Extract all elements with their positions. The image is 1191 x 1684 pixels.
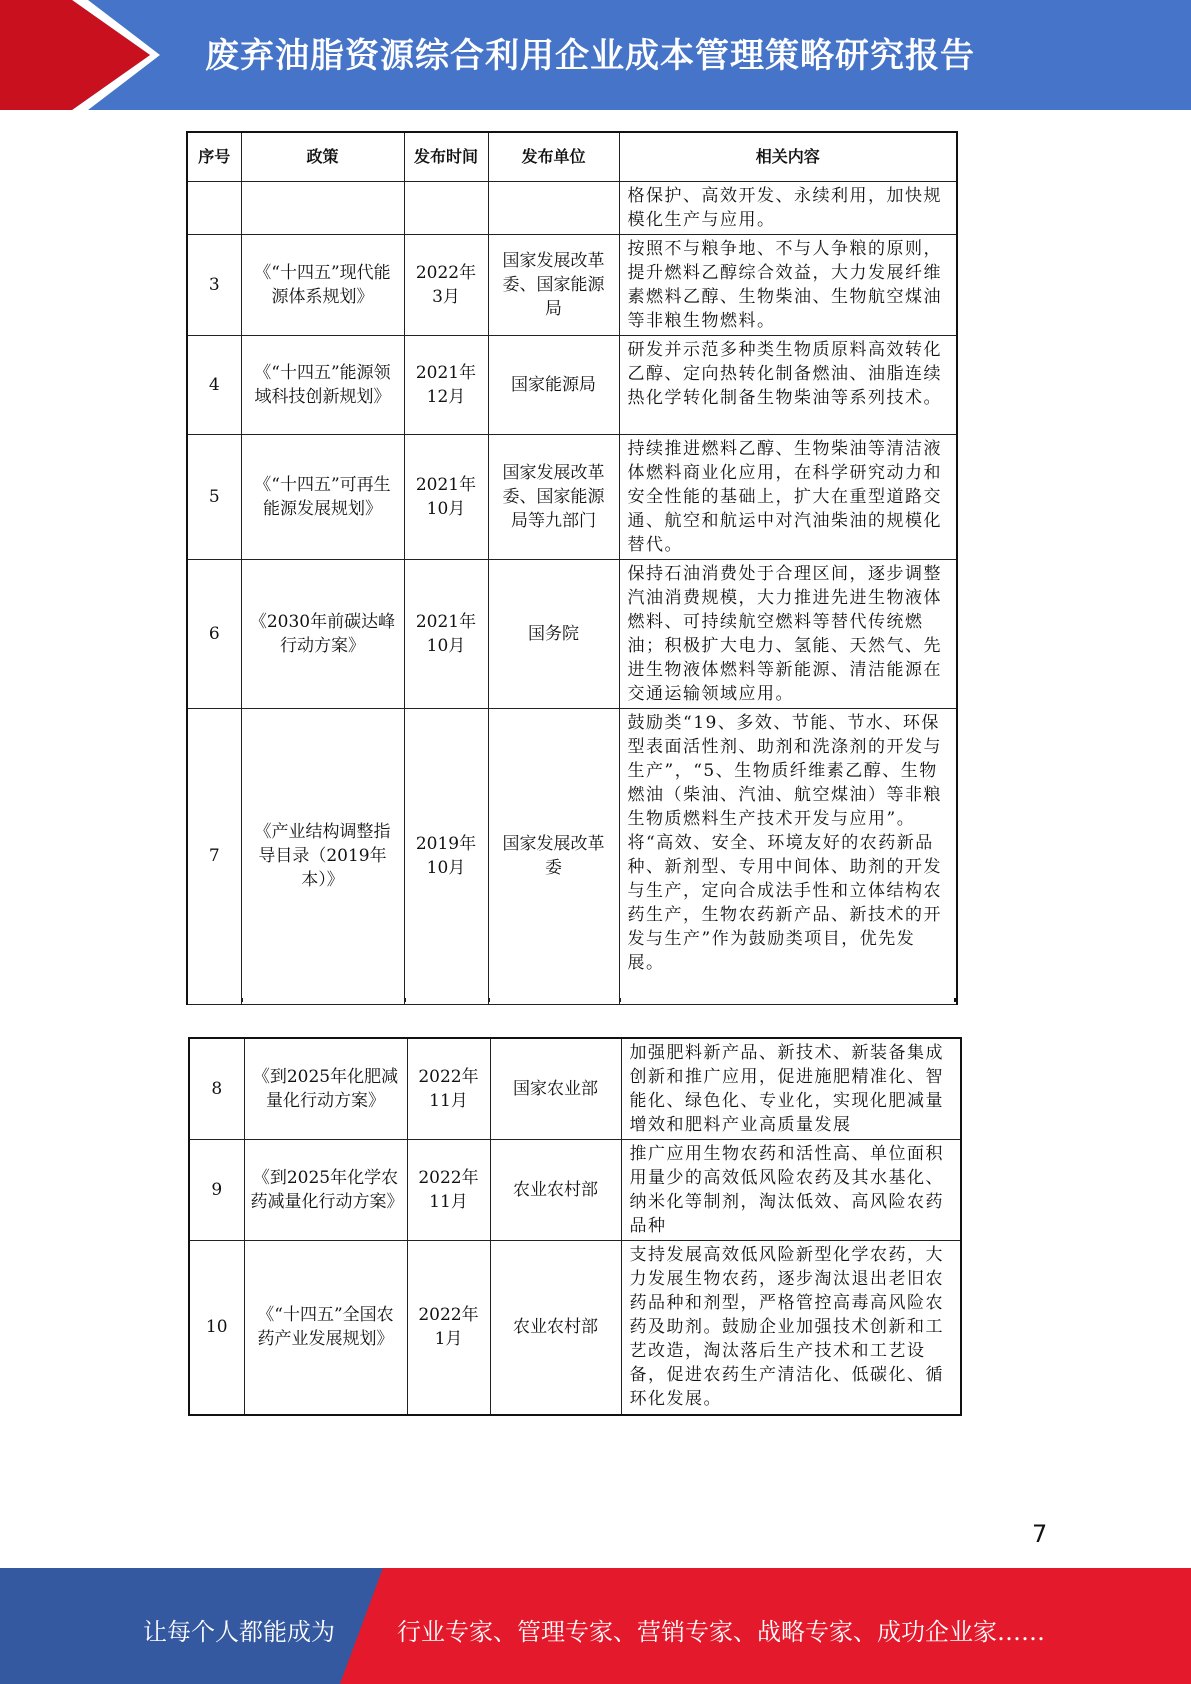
cell-no: 3 — [187, 234, 241, 335]
cell-date: 2022年11月 — [407, 1140, 490, 1241]
cell-date: 2021年10月 — [404, 434, 488, 559]
cell-date: 2022年3月 — [404, 234, 488, 335]
cell-content: 按照不与粮争地、不与人争粮的原则，提升燃料乙醇综合效益，大力发展纤维素燃料乙醇、生物柴油、生物航空煤油等非粮生物燃料。 — [619, 234, 957, 335]
cell-date: 2021年10月 — [404, 559, 488, 708]
cell-content: 持续推进燃料乙醇、生物柴油等清洁液体燃料商业化应用，在科学研究动力和安全性能的基础上，扩大在重型道路交通、航空和航运中对汽油柴油的规模化替代。 — [619, 434, 957, 559]
table-row — [189, 1140, 961, 1241]
header-content: 相关内容 — [619, 132, 957, 181]
cell-no: 7 — [187, 708, 241, 1004]
cell-content: 保持石油消费处于合理区间，逐步调整汽油消费规模，大力推进先进生物液体燃料、可持续航空燃料等替代传统燃油；积极扩大电力、氢能、天然气、先进生物液体燃料等新能源、清洁能源在交通运输领域应用。 — [619, 559, 957, 708]
cell-policy: 《“十四五”全国农药产业发展规划》 — [244, 1241, 407, 1415]
cell-no: 8 — [189, 1038, 244, 1140]
cell-no: 10 — [189, 1241, 244, 1415]
table-row — [189, 1241, 961, 1415]
table-row — [189, 1038, 961, 1140]
cell-issuer: 国家农业部 — [490, 1038, 621, 1140]
cell-date: 2022年11月 — [407, 1038, 490, 1140]
cell-policy: 《到2025年化学农药减量化行动方案》 — [244, 1140, 407, 1241]
table-row — [187, 234, 957, 335]
page-number: 7 — [1032, 1520, 1048, 1548]
cell-policy: 《产业结构调整指导目录（2019年本）》 — [241, 708, 404, 1004]
cell-content: 推广应用生物农药和活性高、单位面积用量少的高效低风险农药及其水基化、纳米化等制剂，淘汰低效、高风险农药品种 — [621, 1140, 961, 1241]
cell-content-paragraph: 将“高效、安全、环境友好的农药新品种、新剂型、专用中间体、助剂的开发与生产，定向合成法手性和立体结构农药生产，生物农药新产品、新技术的开发与生产”作为鼓励类项目，优先发展。 — [627, 832, 942, 973]
cell-content: 支持发展高效低风险新型化学农药，大力发展生物农药，逐步淘汰退出老旧农药品种和剂型，严格管控高毒高风险农药及助剂。鼓励企业加强技术创新和工艺改造，淘汰落后生产技术和工艺设备，促进农药生产清洁化、低碳化、循环化发展。 — [621, 1241, 961, 1415]
cell-issuer: 国家能源局 — [488, 335, 619, 434]
table-row — [187, 434, 957, 559]
table-row — [187, 708, 957, 1004]
cell-no: 9 — [189, 1140, 244, 1241]
cell-issuer: 国家发展改革委 — [488, 708, 619, 1004]
header-no: 序号 — [187, 132, 241, 181]
cell-no: 5 — [187, 434, 241, 559]
cell-content: 格保护、高效开发、永续利用，加快规模化生产与应用。 — [619, 181, 957, 234]
table-row — [187, 559, 957, 708]
cell-policy: 《“十四五”可再生能源发展规划》 — [241, 434, 404, 559]
cell-issuer: 国家发展改革委、国家能源局等九部门 — [488, 434, 619, 559]
table-row-continued — [187, 181, 957, 234]
cell-content — [619, 708, 957, 1004]
cell-policy: 《2030年前碳达峰行动方案》 — [241, 559, 404, 708]
header-date: 发布时间 — [404, 132, 488, 181]
cell-content: 加强肥料新产品、新技术、新装备集成创新和推广应用，促进施肥精准化、智能化、绿色化、专业化，实现化肥减量增效和肥料产业高质量发展 — [621, 1038, 961, 1140]
footer-slogan-left: 让每个人都能成为 — [143, 1618, 335, 1646]
cell-issuer: 农业农村部 — [490, 1241, 621, 1415]
page-title: 废弃油脂资源综合利用企业成本管理策略研究报告 — [205, 36, 975, 76]
cell-date: 2019年10月 — [404, 708, 488, 1004]
footer-slogan-right: 行业专家、管理专家、营销专家、战略专家、成功企业家…… — [397, 1618, 1045, 1646]
header-policy: 政策 — [241, 132, 404, 181]
cell-date: 2022年1月 — [407, 1241, 490, 1415]
cell-content: 研发并示范多种类生物质原料高效转化乙醇、定向热转化制备燃油、油脂连续热化学转化制备生物柴油等系列技术。 — [619, 335, 957, 434]
cell-issuer: 国务院 — [488, 559, 619, 708]
cell-date: 2021年12月 — [404, 335, 488, 434]
cell-issuer: 农业农村部 — [490, 1140, 621, 1241]
cell-no: 6 — [187, 559, 241, 708]
cell-policy: 《“十四五”能源领域科技创新规划》 — [241, 335, 404, 434]
cell-policy: 《到2025年化肥减量化行动方案》 — [244, 1038, 407, 1140]
header-issuer: 发布单位 — [488, 132, 619, 181]
table-break-stub — [186, 998, 956, 1002]
cell-no: 4 — [187, 335, 241, 434]
cell-policy: 《“十四五”现代能源体系规划》 — [241, 234, 404, 335]
table-row — [187, 335, 957, 434]
cell-content-paragraph: 鼓励类“19、多效、节能、节水、环保型表面活性剂、助剂和洗涤剂的开发与生产”，“5、生物质纤维素乙醇、生物燃油（柴油、汽油、航空煤油）等非粮生物质燃料生产技术开发与应用”。 — [627, 712, 942, 829]
table-header-row — [187, 132, 957, 181]
cell-issuer: 国家发展改革委、国家能源局 — [488, 234, 619, 335]
policy-table-top — [186, 131, 958, 1005]
policy-table-bottom — [188, 1037, 962, 1416]
